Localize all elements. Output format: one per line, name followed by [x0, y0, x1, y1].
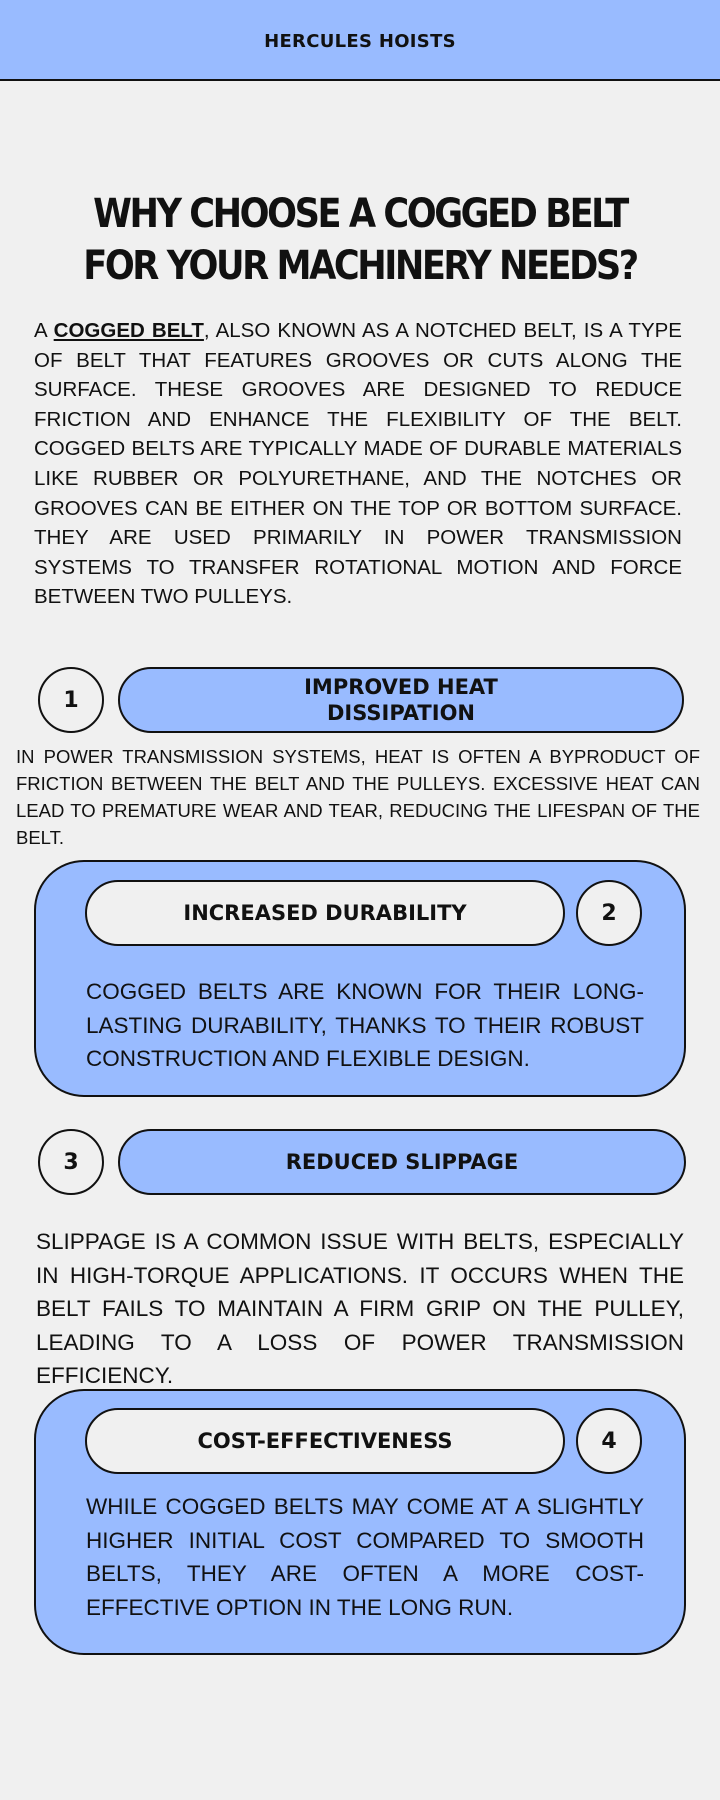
- section-1-number: 1: [38, 667, 104, 733]
- section-3-number: 3: [38, 1129, 104, 1195]
- intro-prefix: A: [34, 319, 54, 342]
- brand-name: HERCULES HOISTS: [264, 31, 456, 52]
- section-3-heading: REDUCED SLIPPAGE: [118, 1129, 686, 1195]
- section-4-text: WHILE COGGED BELTS MAY COME AT A SLIGHTLY HIGHER INITIAL COST COMPARED TO SMOOTH BELTS, THEY ARE OFTEN A MORE COST-EFFECTIVE OPTION IN THE LONG RUN.: [86, 1494, 644, 1620]
- section-3-text: SLIPPAGE IS A COMMON ISSUE WITH BELTS, ESPECIALLY IN HIGH-TORQUE APPLICATIONS. IT OCCURS WHEN THE BELT FAILS TO MAINTAIN A FIRM GRIP ON THE PULLEY, LEADING TO A LOSS OF POWER TRANSMISSION EFFICIENCY.: [36, 1229, 684, 1388]
- section-2-text: COGGED BELTS ARE KNOWN FOR THEIR LONG-LASTING DURABILITY, THANKS TO THEIR ROBUST CONSTRUCTION AND FLEXIBLE DESIGN.: [86, 979, 644, 1071]
- intro-paragraph: [34, 316, 682, 612]
- section-2-number: 2: [576, 880, 642, 946]
- section-2-heading: INCREASED DURABILITY: [85, 880, 565, 946]
- section-4-heading: COST-EFFECTIVENESS: [85, 1408, 565, 1474]
- intro-text: , ALSO KNOWN AS A NOTCHED BELT, IS A TYPE OF BELT THAT FEATURES GROOVES OR CUTS ALONG THE SURFACE. THESE GROOVES ARE DESIGNED TO REDUCE FRICTION AND ENHANCE THE FLEXIBILITY OF THE BELT. COGGED BELTS ARE TYPICALLY MADE OF DURABLE MATERIALS LIKE RUBBER OR POLYURETHANE, AND THE NOTCHES OR GROOVES CAN BE EITHER ON THE TOP OR BOTTOM SURFACE. THEY ARE USED PRIMARILY IN POWER TRANSMISSION SYSTEMS TO TRANSFER ROTATIONAL MOTION AND FORCE BETWEEN TWO PULLEYS.: [34, 319, 682, 609]
- cogged-belt-link[interactable]: COGGED BELT: [53, 319, 204, 342]
- header-bar: [0, 0, 720, 81]
- section-4-number: 4: [576, 1408, 642, 1474]
- section-1-heading: IMPROVED HEAT DISSIPATION: [118, 667, 684, 733]
- page-title: WHY CHOOSE A COGGED BELT FOR YOUR MACHINERY NEEDS?: [83, 191, 637, 289]
- section-1-text: IN POWER TRANSMISSION SYSTEMS, HEAT IS OFTEN A BYPRODUCT OF FRICTION BETWEEN THE BELT AND THE PULLEYS. EXCESSIVE HEAT CAN LEAD TO PREMATURE WEAR AND TEAR, REDUCING THE LIFESPAN OF THE BELT.: [16, 746, 700, 848]
